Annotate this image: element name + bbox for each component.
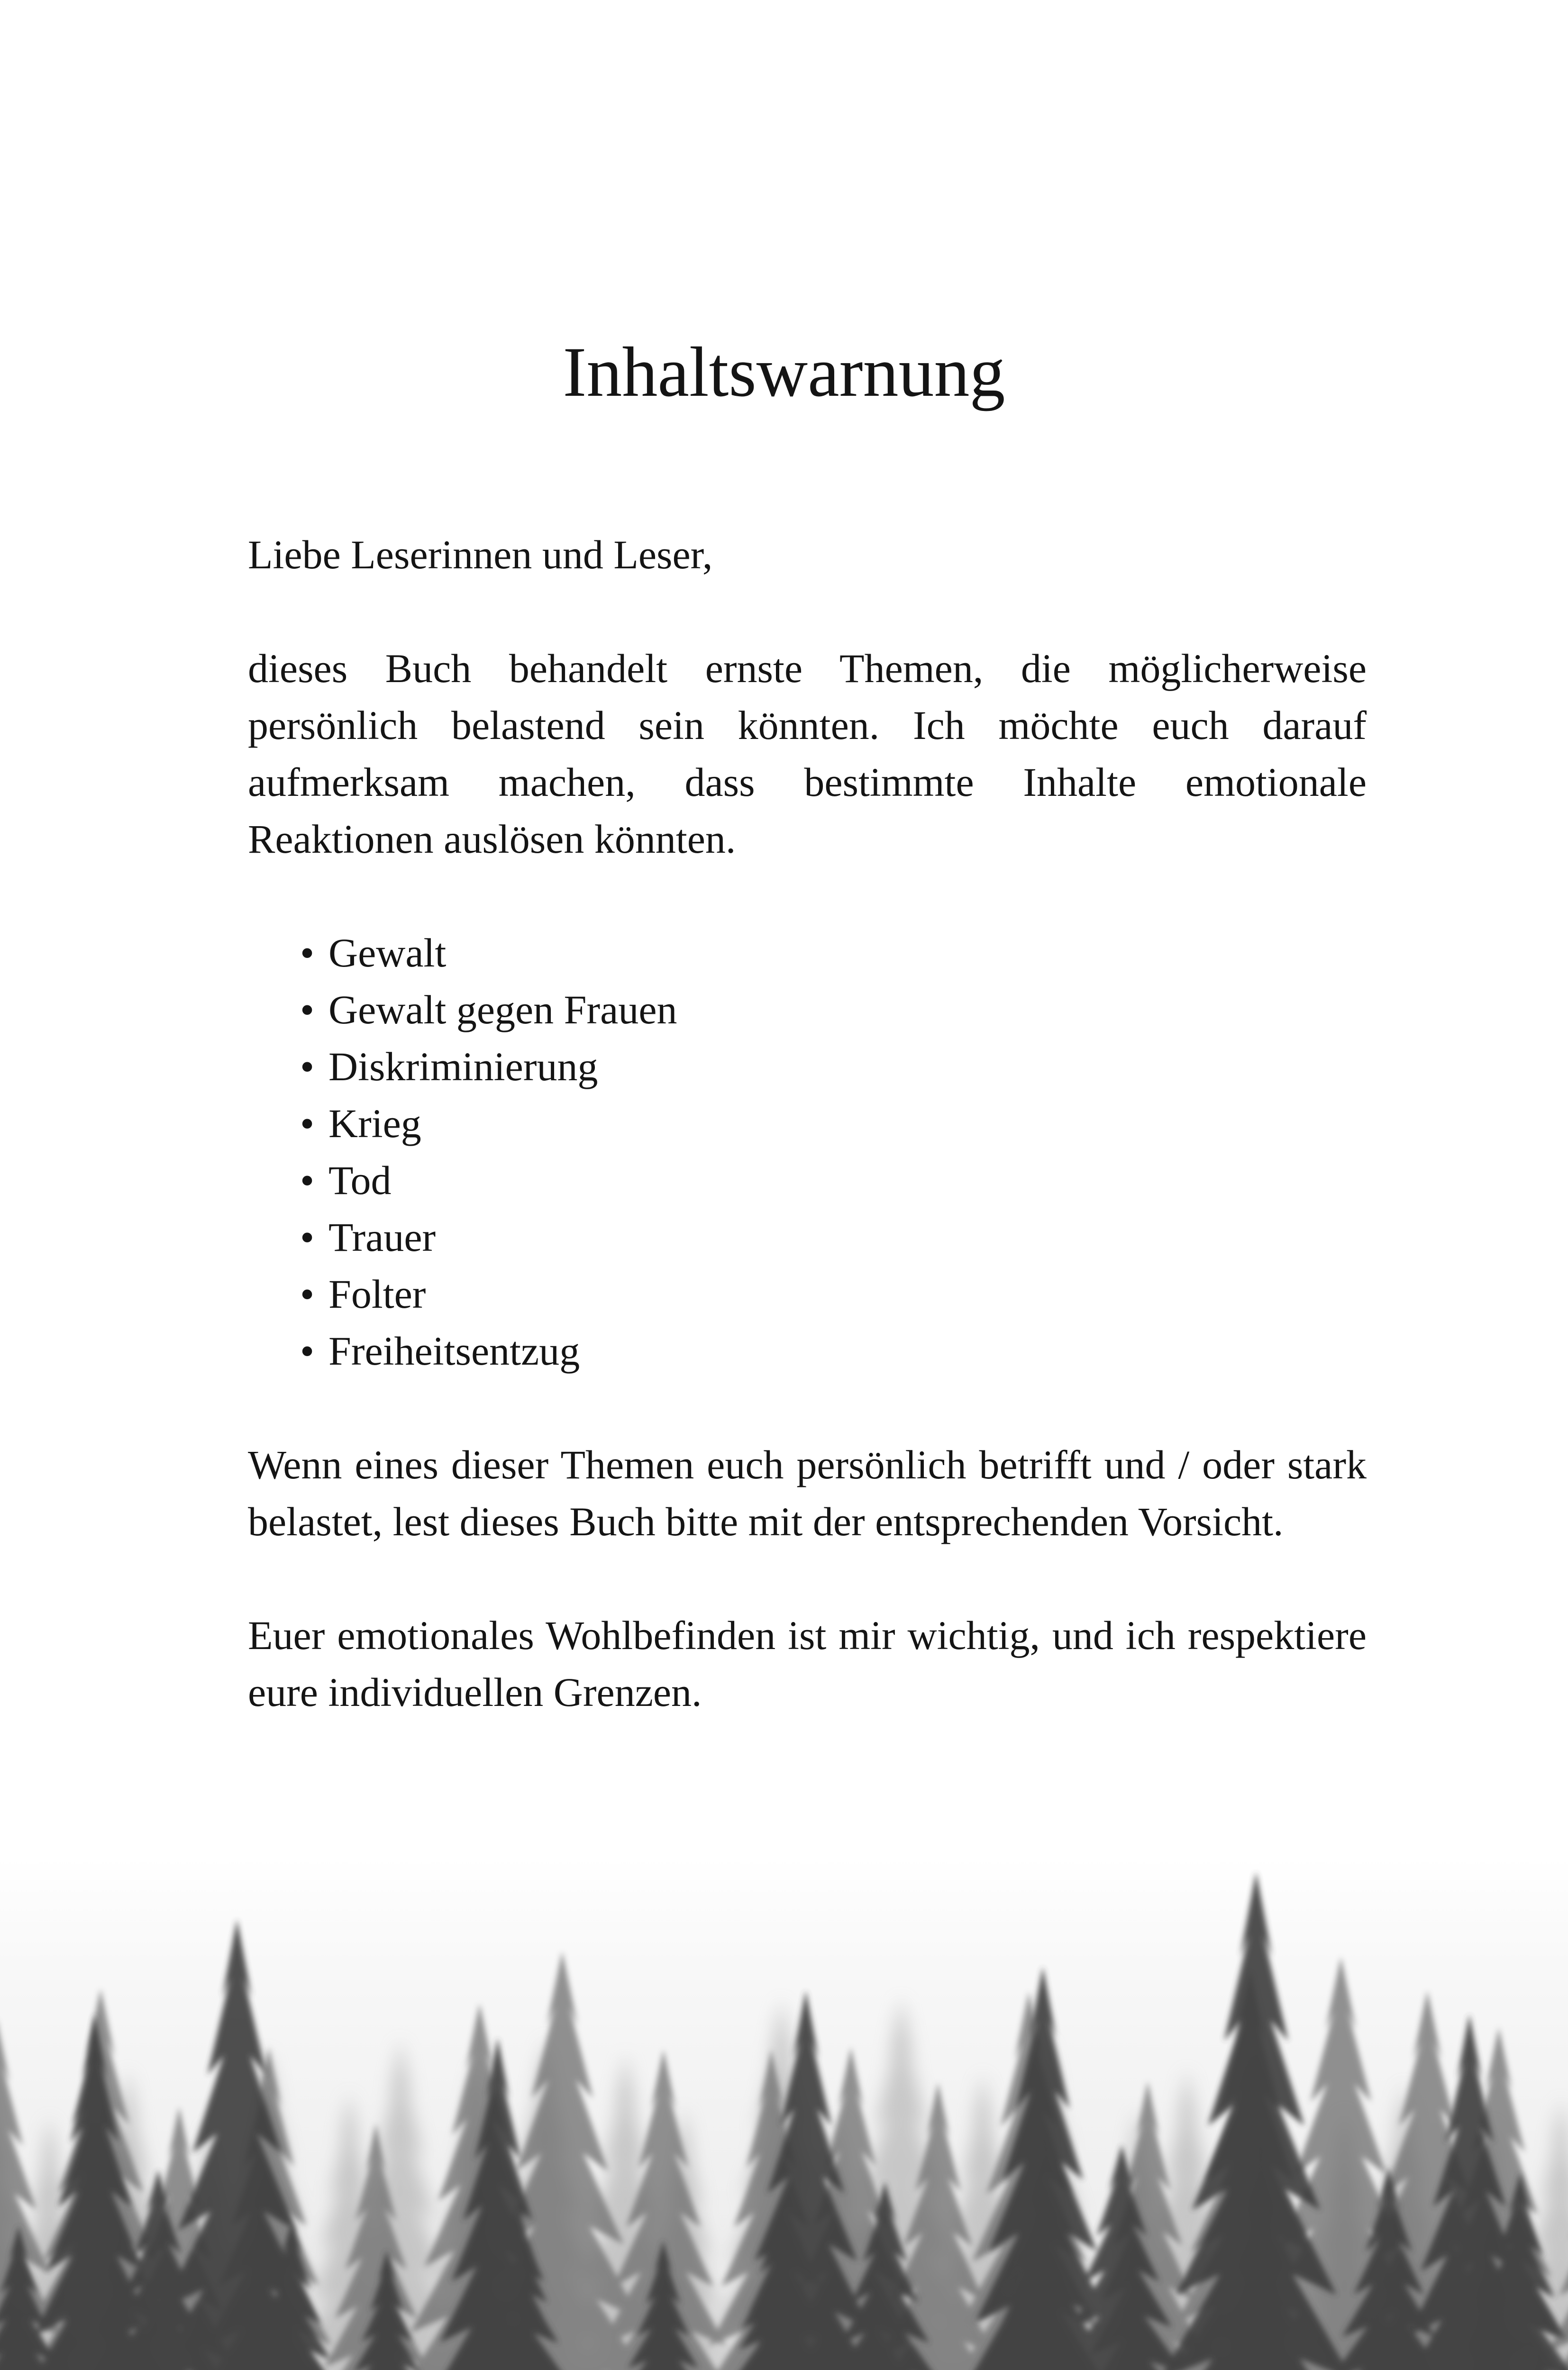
warning-label: Freiheitsentzug — [328, 1328, 580, 1374]
warning-label: Krieg — [328, 1101, 421, 1146]
warning-label: Folter — [328, 1271, 426, 1317]
warning-label: Trauer — [328, 1214, 436, 1260]
warning-label: Diskriminierung — [328, 1044, 598, 1089]
list-item — [300, 1038, 1367, 1095]
bullet-icon: • — [300, 1214, 315, 1260]
list-item — [300, 1095, 1367, 1152]
bullet-icon: • — [300, 1328, 315, 1374]
list-item — [300, 924, 1367, 981]
greeting: Liebe Leserinnen und Leser, — [248, 532, 713, 577]
list-item — [300, 981, 1367, 1038]
page-title: Inhaltswarnung — [563, 333, 1005, 411]
bullet-icon: • — [300, 930, 315, 975]
warning-label: Gewalt — [328, 930, 447, 975]
bullet-icon: • — [300, 1101, 315, 1146]
list-item — [300, 1152, 1367, 1209]
list-item — [300, 1266, 1367, 1322]
list-item — [300, 1322, 1367, 1379]
bullet-icon: • — [300, 987, 315, 1032]
bullet-icon: • — [300, 1044, 315, 1089]
content-warning-list — [248, 924, 1367, 1379]
page-body — [248, 526, 1367, 1721]
warning-label: Tod — [328, 1158, 392, 1203]
closing-paragraph: Euer emotionales Wohlbefinden ist mir wichtig, und ich respektiere eure individuellen Grenzen. — [248, 1613, 1367, 1715]
list-item — [300, 1209, 1367, 1266]
warning-label: Gewalt gegen Frauen — [328, 987, 677, 1032]
bullet-icon: • — [300, 1158, 315, 1203]
advice-paragraph: Wenn eines dieser Themen euch persönlich betrifft und / oder stark belastet, lest dieses Buch bitte mit der entsprechenden Vorsicht. — [248, 1442, 1367, 1544]
pine-forest-illustration — [0, 1858, 1568, 2370]
bullet-icon: • — [300, 1271, 315, 1317]
intro-paragraph: dieses Buch behandelt ernste Themen, die möglicherweise persönlich belastend sein könnten. Ich möchte euch darauf aufmerksam machen, dass bestimmte Inhalte emotionale Reaktionen auslösen könnten. — [248, 646, 1367, 862]
